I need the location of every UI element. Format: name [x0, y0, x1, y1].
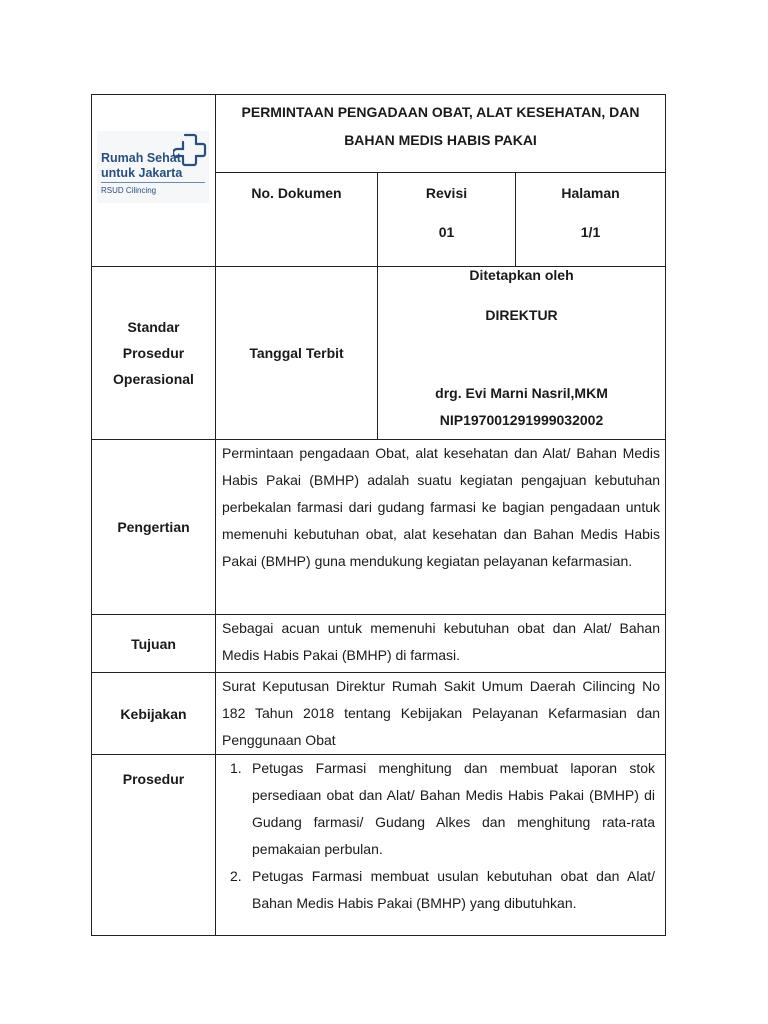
prosedur-step-text: Petugas Farmasi membuat usulan kebutuhan obat dan Alat/ Bahan Medis Habis Pakai (BMHP) yang dibutuhkan. [252, 868, 656, 911]
tanggal-terbit-cell [216, 267, 378, 440]
prosedur-list [216, 755, 665, 917]
ditetapkan-cell [378, 267, 666, 440]
prosedur-step-text: Petugas Farmasi menghitung dan membuat laporan stok persediaan obat dan Alat/ Bahan Medis Habis Pakai (BMHP) di Gudang farmasi/ Gudang Alkes dan menghitung rata-rata pemakaian perbulan. [252, 760, 656, 857]
sop-label-cell [92, 267, 216, 440]
prosedur-label: Prosedur [122, 771, 185, 787]
tujuan-text-cell [216, 615, 666, 673]
ditetapkan-label: Ditetapkan oleh [469, 267, 574, 283]
prosedur-label-cell [92, 755, 216, 936]
logo-text-line2: untuk Jakarta [101, 166, 183, 180]
tanggal-terbit-label: Tanggal Terbit [249, 345, 344, 361]
kebijakan-text-cell [216, 673, 666, 755]
prosedur-step-number: 1. [230, 760, 242, 776]
title-line2: BAHAN MEDIS HABIS PAKAI [344, 132, 537, 148]
tujuan-label-cell [92, 615, 216, 673]
logo-text-line1: Rumah Sehat [101, 151, 181, 165]
logo-text-line3: RSUD Cilincing [101, 186, 157, 195]
sop-label-line1: Standar [127, 319, 180, 335]
logo-cell [92, 95, 216, 267]
kebijakan-label: Kebijakan [120, 705, 187, 722]
jabatan: DIREKTUR [485, 307, 558, 323]
hospital-logo [97, 131, 209, 203]
document-title [216, 95, 666, 173]
prosedur-step-number: 2. [230, 868, 242, 884]
tujuan-text: Sebagai acuan untuk memenuhi kebutuhan obat dan Alat/ Bahan Medis Habis Pakai (BMHP) di farmasi. [222, 620, 661, 663]
logo-divider [101, 182, 205, 183]
sop-label-line2: Prosedur [122, 345, 185, 361]
revisi-cell [378, 173, 516, 267]
pengertian-label: Pengertian [117, 519, 190, 535]
prosedur-text-cell [216, 755, 666, 936]
prosedur-step [216, 863, 665, 917]
kebijakan-text: Surat Keputusan Direktur Rumah Sakit Umum Daerah Cilincing No 182 Tahun 2018 tentang Kebijakan Pelayanan Kefarmasian dan Penggunaan Obat [222, 678, 661, 748]
title-line1: PERMINTAAN PENGADAAN OBAT, ALAT KESEHATAN, DAN [241, 104, 640, 120]
sop-document [91, 94, 665, 936]
signatory-nip: NIP197001291999032002 [439, 412, 604, 428]
sop-table [91, 94, 666, 936]
pengertian-text-cell [216, 440, 666, 615]
halaman-label: Halaman [561, 185, 620, 201]
pengertian-label-cell [92, 440, 216, 615]
revisi-label: Revisi [425, 185, 468, 201]
no-dokumen-label: No. Dokumen [251, 185, 342, 201]
halaman-cell [516, 173, 666, 267]
prosedur-step [216, 755, 665, 863]
pengertian-text: Permintaan pengadaan Obat, alat kesehatan dan Alat/ Bahan Medis Habis Pakai (BMHP) adalah suatu kegiatan pengajuan kebutuhan perbekalan farmasi dari gudang farmasi ke bagian pengadaan untuk memenuhi kebutuhan obat, alat kesehatan dan Bahan Medis Habis Pakai (BMHP) guna mendukung kegiatan pelayanan kefarmasian. [222, 445, 661, 569]
no-dokumen-cell [216, 173, 378, 267]
tujuan-label: Tujuan [131, 635, 176, 652]
sop-label-line3: Operasional [113, 371, 194, 387]
revisi-value: 01 [438, 224, 455, 240]
halaman-value: 1/1 [580, 224, 601, 240]
signatory-name: drg. Evi Marni Nasril,MKM [435, 385, 608, 401]
kebijakan-label-cell [92, 673, 216, 755]
